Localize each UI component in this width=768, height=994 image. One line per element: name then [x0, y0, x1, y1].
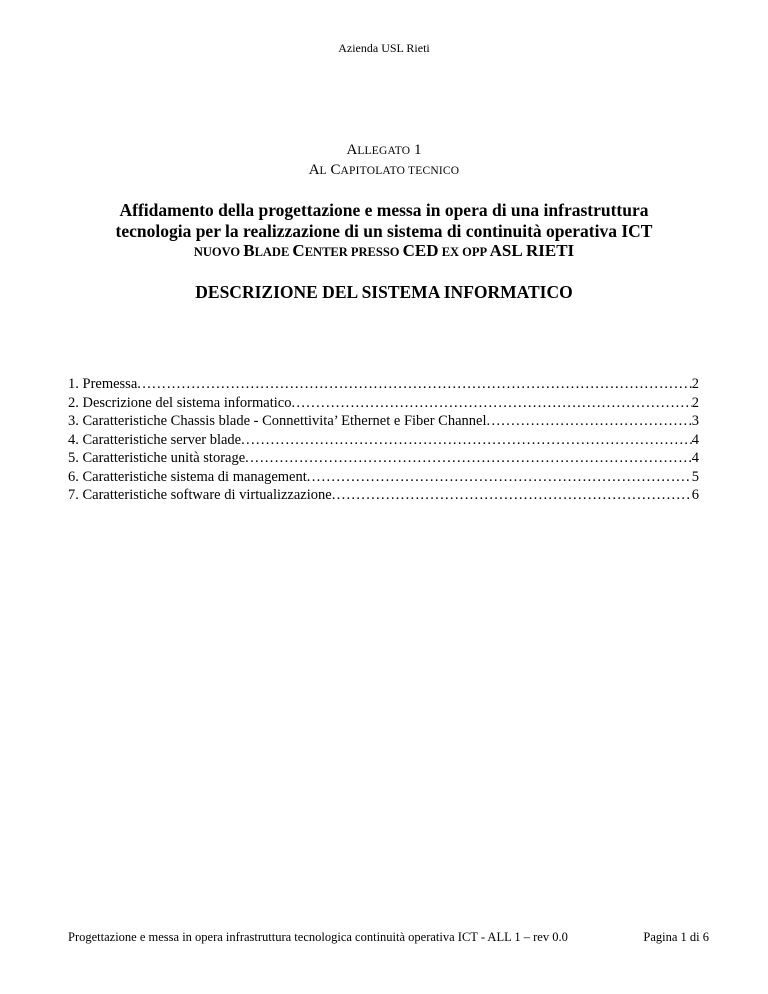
toc-entry-page: 5 [691, 468, 699, 485]
section-heading: DESCRIZIONE DEL SISTEMA INFORMATICO [195, 282, 573, 302]
page-number: Pagina 1 di 6 [643, 930, 709, 944]
toc-entry[interactable] [68, 412, 699, 431]
allegato-heading [0, 141, 768, 181]
allegato-line: ALLEGATO 1 [346, 142, 422, 158]
organization-name: Azienda USL Rieti [338, 41, 430, 55]
toc-entry[interactable] [68, 431, 699, 450]
toc-entry[interactable] [68, 468, 699, 487]
toc-entry[interactable] [68, 394, 699, 413]
title-line-1: Affidamento della progettazione e messa in opera di una infrastruttura [119, 200, 649, 220]
toc-leader [332, 486, 692, 505]
toc-entry-label: 3. Caratteristiche Chassis blade - Connettivita’ Ethernet e Fiber Channel [68, 413, 487, 429]
toc-leader [245, 449, 692, 468]
toc-entry[interactable] [68, 375, 699, 394]
toc-leader [137, 375, 691, 394]
toc-entry-label: 2. Descrizione del sistema informatico [68, 394, 292, 411]
toc-entry-page: 3 [691, 413, 699, 429]
toc-entry-label: 7. Caratteristiche software di virtualizzazione [68, 487, 332, 503]
toc-leader [487, 412, 692, 431]
page-footer [68, 930, 709, 945]
toc-leader [307, 468, 692, 487]
document-title [0, 200, 768, 242]
toc-entry-label: 6. Caratteristiche sistema di management [68, 468, 307, 485]
capitolato-line: AL CAPITOLATO TECNICO [308, 162, 460, 178]
toc-entry-page: 4 [691, 450, 699, 466]
footer-text: Progettazione e messa in opera infrastruttura tecnologica continuità operativa ICT - ALL 1 – rev 0.0 [68, 930, 568, 944]
toc-entry-page: 4 [691, 431, 699, 448]
toc-entry-label: 5. Caratteristiche unità storage [68, 450, 246, 466]
table-of-contents [68, 375, 699, 505]
document-subtitle: NUOVO BLADE CENTER PRESSO CED EX OPP ASL RIETI [193, 241, 575, 260]
toc-entry-page: 2 [691, 376, 699, 392]
title-line-2: tecnologia per la realizzazione di un sistema di continuità operativa ICT [115, 221, 653, 241]
toc-entry[interactable] [68, 449, 699, 468]
toc-entry-label: 1. Premessa [68, 376, 138, 392]
toc-entry-page: 6 [691, 487, 699, 503]
page-header [0, 41, 768, 56]
toc-leader [291, 394, 691, 413]
toc-entry[interactable] [68, 486, 699, 505]
toc-entry-label: 4. Caratteristiche server blade [68, 431, 242, 448]
toc-leader [241, 431, 692, 450]
toc-entry-page: 2 [691, 394, 699, 411]
